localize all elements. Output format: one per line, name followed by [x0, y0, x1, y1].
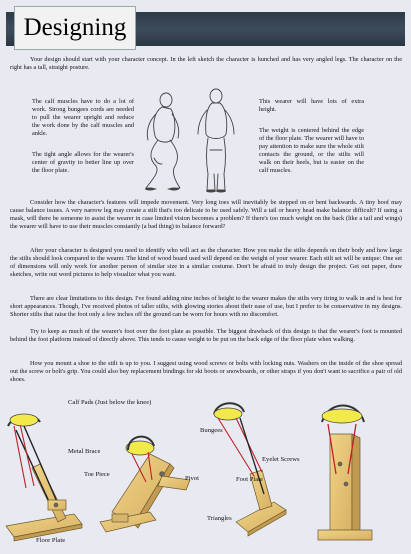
label-floor-plate: Floor Plate [36, 537, 66, 544]
stilt-left [6, 414, 82, 541]
label-toe-piece: Toe Piece [84, 471, 110, 478]
paragraph-1: Consider how the character's features will impede movement. Very long toes will inevitably be stepped on or bent backwards. A tiny hoof may cause balance issues. A very narrow leg may create a stilt that's too delicate to be used safely. Will a tail or heavy head make balance difficult? If using a mask, will there be someone to assist the wearer in case limited vision becomes a problem? If there's too much weight on the back (like a tail and wings) the wearer will have to use their muscles constantly (a bad thing) to balance forward? [10, 199, 402, 230]
paragraph-5: How you mount a shoe to the stilt is up to you. I suggest using wood screws or bolts with locking nuts. Washers on the inside of the shoe spread out the screw or bolt's grip. You could also buy replacement bindings for ski boots or snowboards, or other straps if you don't want to sacrifice a pair of old shoes. [10, 360, 402, 383]
right-note-1: This wearer will have lots of extra height. [259, 98, 364, 113]
label-bungees: Bungees [200, 427, 223, 434]
paragraph-3: There are clear limitations to this design. I've found adding nine inches of height to the wearer makes the stilts very tiring to walk in and is best for short appearances. Though, I've received photos of taller stilts, with glowing stories about their ease of use, but I prefer to be conservative in my designs. Shorter stilts that raise the foot only a few inches off the ground can be worn for hours with no discomfort. [10, 295, 402, 318]
label-foot-plate: Foot Plate [236, 476, 263, 483]
page-title: Designing [23, 14, 127, 41]
tall-character-sketch [198, 89, 234, 190]
left-note-1: The calf muscles have to do a lot of work. Strong bungees cords are needed to pull the wearer upright and reduce the work done by the calf muscles and ankle. [32, 98, 134, 137]
stilt-right [318, 406, 372, 541]
paragraph-2: After your character is designed you need to identify who will act as the character. How you make the stilts depends on their body and how large the stilts should look compared to the wearer. The kind of wood board used will depend on the weight of your wearer. Each stilt set will be unique: One set of dimensions will only work for another person of similar size in a similar costume. Don't be afraid to truly design the project. Get out paper, draw sketches, write out word pictures to help visualize what you want. [10, 247, 402, 278]
intro-paragraph: Your design should start with your character concept. In the left sketch the character is hunched and has very angled legs. The character on the right has a tall, straight posture. [10, 56, 402, 71]
label-metal-brace: Metal Brace [68, 448, 101, 455]
paragraph-4: Try to keep as much of the wearer's foot over the foot plate as possible. The biggest drawback of this design is that the wearer's foot is mounted behind the foot platform instead of directly above. This tends to cause weight to be put on the back edge of the floor plate when walking. [10, 328, 402, 343]
label-calf-pads: Calf Pads (Just below the knee) [68, 399, 152, 406]
label-triangles: Triangles [207, 515, 232, 522]
hunched-character-sketch [146, 93, 180, 189]
label-eyelet-screws: Eyelet Screws [262, 456, 300, 463]
right-note-2: The weight is centered behind the edge of the floor plate. The wearer will have to pay attention to make sure the whole stilt contacts the ground, or the stilts will walk on their heels, but is easier on the calf muscles. [259, 127, 364, 174]
character-sketches [136, 88, 256, 196]
stilt-diagram [0, 394, 411, 554]
header [6, 6, 405, 50]
stilt-middle [100, 437, 190, 532]
left-note-2: The tight angle allows for the wearer's center of gravity to better line up over the floor plate. [32, 151, 134, 174]
label-pivot: Pivot [185, 475, 199, 482]
